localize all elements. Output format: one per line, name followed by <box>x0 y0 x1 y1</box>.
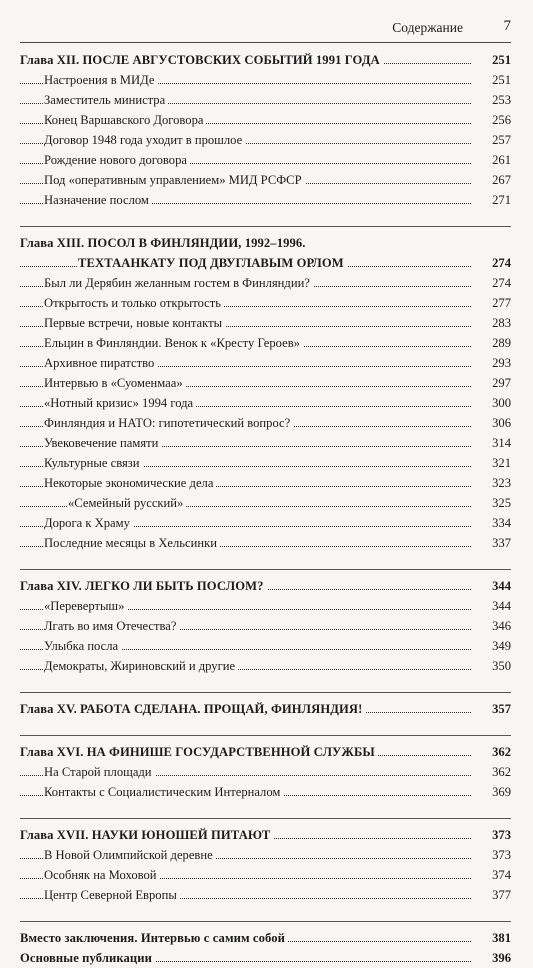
chapter-heading-continued-title: ТЕХТААНКАТУ ПОД ДВУГЛАВЫМ ОРЛОМ <box>78 253 347 273</box>
header-section-title: Содержание <box>392 20 463 35</box>
toc-entry <box>20 333 511 353</box>
toc-entry <box>20 110 511 130</box>
chapter-heading-page-number: 357 <box>475 699 511 719</box>
toc-entry-title: Первые встречи, новые контакты <box>44 313 225 333</box>
toc-entry-title: Рождение нового договора <box>44 150 190 170</box>
chapter-heading-page-number: 362 <box>475 742 511 762</box>
toc-entry-title: На Старой площади <box>44 762 155 782</box>
toc-entry-page-number: 350 <box>475 656 511 676</box>
toc-entry-title: Заместитель министра <box>44 90 168 110</box>
toc-entry-page-number: 251 <box>475 70 511 90</box>
chapter-heading-page-number: 251 <box>475 50 511 70</box>
chapter-heading <box>20 233 511 253</box>
toc-entry <box>20 273 511 293</box>
toc-entry-title: Культурные связи <box>44 453 143 473</box>
toc-entry-page-number: 373 <box>475 845 511 865</box>
toc-entry <box>20 762 511 782</box>
toc-entry-page-number: 306 <box>475 413 511 433</box>
toc-entry-page-number: 257 <box>475 130 511 150</box>
toc-entry-page-number: 374 <box>475 865 511 885</box>
chapter-heading-title: Глава XIII. ПОСОЛ В ФИНЛЯНДИИ, 1992–1996. <box>20 233 309 253</box>
backmatter-entry-page-number: 396 <box>475 948 511 968</box>
chapter-heading <box>20 825 511 845</box>
toc-entry <box>20 373 511 393</box>
toc-entry-page-number: 344 <box>475 596 511 616</box>
toc-entry-title: Под «оперативным управлением» МИД РСФСР <box>44 170 305 190</box>
toc-entry-title: Увековечение памяти <box>44 433 161 453</box>
toc-entry-title: Центр Северной Европы <box>44 885 180 905</box>
section-divider <box>20 569 511 570</box>
toc-entry <box>20 190 511 210</box>
chapter-heading-page-number: 344 <box>475 576 511 596</box>
toc-entry-title: «Семейный русский» <box>68 493 186 513</box>
chapter-heading-title: Глава XV. РАБОТА СДЕЛАНА. ПРОЩАЙ, ФИНЛЯНДИЯ! <box>20 699 365 719</box>
toc-entry-page-number: 362 <box>475 762 511 782</box>
section-divider <box>20 735 511 736</box>
toc-entry <box>20 782 511 802</box>
toc-entry-page-number: 261 <box>475 150 511 170</box>
toc-entry-page-number: 369 <box>475 782 511 802</box>
toc-entry <box>20 513 511 533</box>
toc-entry-page-number: 337 <box>475 533 511 553</box>
toc-entry-title: Финляндия и НАТО: гипотетический вопрос? <box>44 413 293 433</box>
section-divider <box>20 692 511 693</box>
toc-entry-page-number: 323 <box>475 473 511 493</box>
toc-entry <box>20 885 511 905</box>
toc-entry <box>20 453 511 473</box>
toc-entry-page-number: 346 <box>475 616 511 636</box>
toc-entry-page-number: 349 <box>475 636 511 656</box>
toc-entry-title: В Новой Олимпийской деревне <box>44 845 216 865</box>
toc-entry-title: Договор 1948 года уходит в прошлое <box>44 130 245 150</box>
toc-entry-page-number: 377 <box>475 885 511 905</box>
toc-entry <box>20 616 511 636</box>
toc-entry-title: Контакты с Социалистическим Интерналом <box>44 782 283 802</box>
backmatter-entry <box>20 948 511 968</box>
chapter-heading-title: Глава XIV. ЛЕГКО ЛИ БЫТЬ ПОСЛОМ? <box>20 576 267 596</box>
chapter-heading-page-number: 373 <box>475 825 511 845</box>
toc-entry-page-number: 256 <box>475 110 511 130</box>
chapter-heading <box>20 699 511 719</box>
toc-entry-title: Открытость и только открытость <box>44 293 224 313</box>
backmatter-entry-page-number: 381 <box>475 928 511 948</box>
backmatter-entry <box>20 928 511 948</box>
chapter-heading-continued <box>20 253 511 273</box>
toc-entry <box>20 150 511 170</box>
spacer <box>20 802 511 818</box>
toc-entry-title: «Перевертыш» <box>44 596 127 616</box>
toc-entry-page-number: 277 <box>475 293 511 313</box>
toc-entry-page-number: 289 <box>475 333 511 353</box>
toc-entry <box>20 293 511 313</box>
toc-entry-page-number: 334 <box>475 513 511 533</box>
toc-entry-title: Назначение послом <box>44 190 152 210</box>
toc-entry-page-number: 271 <box>475 190 511 210</box>
page-header <box>20 12 511 43</box>
toc-entry-title: «Нотный кризис» 1994 года <box>44 393 196 413</box>
section-divider <box>20 818 511 819</box>
toc-entry-page-number: 274 <box>475 273 511 293</box>
header-page-number: 7 <box>503 18 511 34</box>
toc-entry-page-number: 314 <box>475 433 511 453</box>
toc-entry <box>20 170 511 190</box>
chapter-heading-continued-page-number: 274 <box>475 253 511 273</box>
toc-entry <box>20 70 511 90</box>
toc-entry <box>20 865 511 885</box>
toc-entry-title: Был ли Дерябин желанным гостем в Финляндии? <box>44 273 313 293</box>
toc-entry-title: Интервью в «Суоменмаа» <box>44 373 186 393</box>
toc-entry <box>20 636 511 656</box>
spacer <box>20 719 511 735</box>
toc-entry-title: Особняк на Моховой <box>44 865 160 885</box>
toc-entry <box>20 533 511 553</box>
backmatter-entry-title: Вместо заключения. Интервью с самим собой <box>20 928 288 948</box>
chapter-heading <box>20 576 511 596</box>
spacer <box>20 210 511 226</box>
chapter-heading-title: Глава XII. ПОСЛЕ АВГУСТОВСКИХ СОБЫТИЙ 1991 ГОДА <box>20 50 383 70</box>
toc-entry-page-number: 325 <box>475 493 511 513</box>
table-of-contents <box>20 50 511 968</box>
section-divider <box>20 226 511 227</box>
toc-entry <box>20 433 511 453</box>
spacer <box>20 905 511 921</box>
toc-entry <box>20 130 511 150</box>
toc-entry <box>20 596 511 616</box>
toc-entry-title: Конец Варшавского Договора <box>44 110 206 130</box>
toc-entry-page-number: 293 <box>475 353 511 373</box>
toc-entry-title: Последние месяцы в Хельсинки <box>44 533 220 553</box>
toc-entry-title: Архивное пиратство <box>44 353 157 373</box>
toc-entry <box>20 845 511 865</box>
toc-entry-title: Ельцин в Финляндии. Венок к «Кресту Героев» <box>44 333 303 353</box>
toc-entry <box>20 413 511 433</box>
toc-entry <box>20 353 511 373</box>
spacer <box>20 553 511 569</box>
spacer <box>20 676 511 692</box>
toc-entry-page-number: 321 <box>475 453 511 473</box>
chapter-heading-title: Глава XVI. НА ФИНИШЕ ГОСУДАРСТВЕННОЙ СЛУЖБЫ <box>20 742 378 762</box>
toc-entry <box>20 90 511 110</box>
toc-entry-page-number: 253 <box>475 90 511 110</box>
section-divider <box>20 921 511 922</box>
toc-entry-page-number: 300 <box>475 393 511 413</box>
chapter-heading <box>20 50 511 70</box>
chapter-heading-title: Глава XVII. НАУКИ ЮНОШЕЙ ПИТАЮТ <box>20 825 273 845</box>
toc-entry <box>20 473 511 493</box>
toc-entry <box>20 393 511 413</box>
toc-entry-page-number: 283 <box>475 313 511 333</box>
toc-entry-title: Улыбка посла <box>44 636 121 656</box>
toc-entry <box>20 656 511 676</box>
toc-entry-title: Демократы, Жириновский и другие <box>44 656 238 676</box>
toc-entry-page-number: 267 <box>475 170 511 190</box>
toc-entry-title: Некоторые экономические дела <box>44 473 216 493</box>
toc-entry-title: Лгать во имя Отечества? <box>44 616 180 636</box>
toc-entry-page-number: 297 <box>475 373 511 393</box>
toc-entry-title: Дорога к Храму <box>44 513 133 533</box>
backmatter-entry-title: Основные публикации <box>20 948 155 968</box>
toc-entry <box>20 313 511 333</box>
toc-entry <box>20 493 511 513</box>
toc-entry-title: Настроения в МИДе <box>44 70 157 90</box>
chapter-heading <box>20 742 511 762</box>
